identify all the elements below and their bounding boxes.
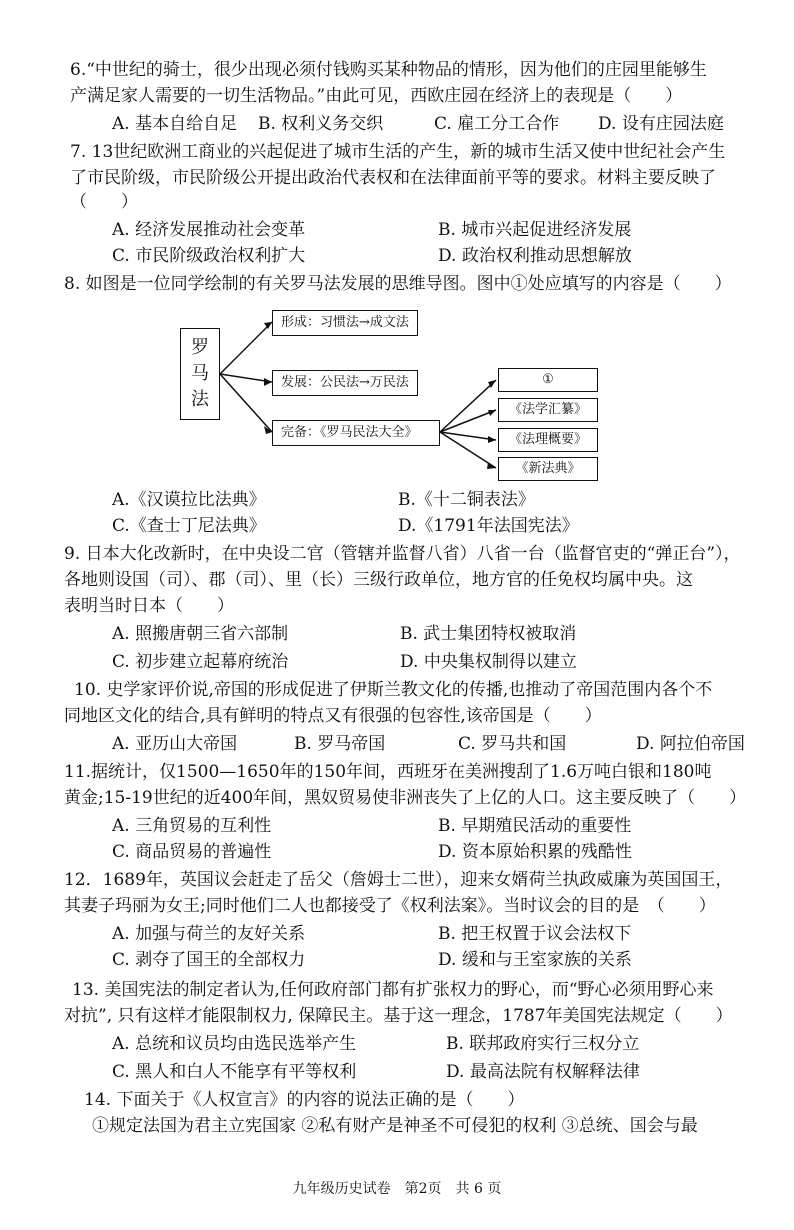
- q13-option-c: C. 黑人和白人不能享有平等权利: [112, 1062, 357, 1082]
- q11-option-d: D. 资本原始积累的残酷性: [438, 842, 632, 862]
- q11-stem-line1: 11.据统计，仅1500—1650年的150年间，西班牙在美洲搜刮了1.6万吨白银和180吨: [64, 762, 712, 782]
- node-development: 发展：公民法→万民法: [272, 370, 418, 396]
- q6-stem-line1: 6.“中世纪的骑士，很少出现必须付钱购买某种物品的情形，因为他们的庄园里能够生: [70, 60, 707, 80]
- leaf-digest: 《法学汇纂》: [498, 398, 598, 422]
- q6-option-d: D. 设有庄园法庭: [598, 114, 724, 134]
- roman-law-mind-map: [176, 302, 616, 482]
- q8-option-d: D.《1791年法国宪法》: [398, 516, 579, 536]
- q9-option-d: D. 中央集权制得以建立: [400, 652, 577, 672]
- q9-stem-line1: 9. 日本大化改新时，在中央设二官（管辖并监督八省）八省一台（监督官吏的“弹正台”），: [64, 544, 741, 564]
- q6-stem-line2: 产满足家人需要的一切生活物品。”由此可见，西欧庄园在经济上的表现是（ ）: [70, 86, 683, 106]
- root-char-2: 马: [191, 363, 209, 384]
- q12-option-d: D. 缓和与王室家族的关系: [438, 950, 632, 970]
- q8-option-b: B.《十二铜表法》: [398, 490, 535, 510]
- q10-option-a: A. 亚历山大帝国: [112, 734, 238, 754]
- q9-stem-line3: 表明当时日本（ ）: [64, 596, 234, 616]
- q14-stem-line1: 14. 下面关于《人权宣言》的内容的说法正确的是（ ）: [84, 1090, 525, 1110]
- q11-option-a: A. 三角贸易的互利性: [112, 816, 272, 836]
- q9-option-b: B. 武士集团特权被取消: [400, 624, 577, 644]
- q10-stem-line1: 10. 史学家评价说,帝国的形成促进了伊斯兰教文化的传播,也推动了帝国范围内各个不: [74, 680, 713, 700]
- q9-option-a: A. 照搬唐朝三省六部制: [112, 624, 289, 644]
- q7-option-d: D. 政治权利推动思想解放: [438, 246, 632, 266]
- node-complete: 完备：《罗马民法大全》: [272, 420, 440, 446]
- q12-stem-line2: 其妻子玛丽为女王;同时他们二人也都接受了《权利法案》。当时议会的目的是 （ ）: [64, 896, 716, 916]
- q12-option-c: C. 剥夺了国王的全部权力: [112, 950, 306, 970]
- q10-option-b: B. 罗马帝国: [294, 734, 386, 754]
- q10-option-d: D. 阿拉伯帝国: [636, 734, 745, 754]
- q13-option-a: A. 总统和议员均由选民选举产生: [112, 1034, 357, 1054]
- leaf-institutes: 《法理概要》: [498, 428, 598, 452]
- q7-stem-line1: 7. 13世纪欧洲工商业的兴起促进了城市生活的产生，新的城市生活又使中世纪社会产生: [70, 142, 726, 162]
- q14-stem-line2: ①规定法国为君主立宪国家 ②私有财产是神圣不可侵犯的权利 ③总统、国会与最: [92, 1116, 698, 1136]
- q13-stem-line2: 对抗”, 只有这样才能限制权力, 保障民主。基于这一理念，1787年美国宪法规定（ ）: [64, 1006, 733, 1026]
- q6-option-a: A. 基本自给自足: [112, 114, 238, 134]
- q10-option-c: C. 罗马共和国: [458, 734, 567, 754]
- root-char-1: 罗: [191, 337, 209, 358]
- node-formation: 形成：习惯法→成文法: [272, 310, 418, 336]
- q11-option-b: B. 早期殖民活动的重要性: [438, 816, 632, 836]
- leaf-new-code: 《新法典》: [498, 457, 598, 481]
- q7-option-a: A. 经济发展推动社会变革: [112, 220, 306, 240]
- q8-option-c: C.《查士丁尼法典》: [112, 516, 266, 536]
- q12-option-a: A. 加强与荷兰的友好关系: [112, 924, 306, 944]
- q12-option-b: B. 把王权置于议会法权下: [438, 924, 632, 944]
- q6-option-b: B. 权利义务交织: [258, 114, 384, 134]
- q8-option-a: A.《汉谟拉比法典》: [112, 490, 266, 510]
- q13-stem-line1: 13. 美国宪法的制定者认为,任何政府部门都有扩张权力的野心，而“野心必须用野心来: [72, 980, 714, 1000]
- root-node-roman-law: [180, 328, 220, 420]
- q11-stem-line2: 黄金;15-19世纪的近400年间，黑奴贸易使非洲丧失了上亿的人口。这主要反映了（ ）: [64, 788, 747, 808]
- page-footer: 九年级历史试卷 第2页 共 6 页: [292, 1181, 502, 1197]
- leaf-blank-1: ①: [498, 368, 598, 392]
- q9-option-c: C. 初步建立起幕府统治: [112, 652, 289, 672]
- q11-option-c: C. 商品贸易的普遍性: [112, 842, 272, 862]
- q7-stem-line2: 了市民阶级，市民阶级公开提出政治代表权和在法律面前平等的要求。材料主要反映了: [70, 168, 716, 188]
- q6-option-c: C. 雇工分工合作: [434, 114, 560, 134]
- q10-stem-line2: 同地区文化的结合,具有鲜明的特点又有很强的包容性,该帝国是（ ）: [64, 706, 602, 726]
- q13-option-d: D. 最高法院有权解释法律: [446, 1062, 640, 1082]
- q8-stem-line1: 8. 如图是一位同学绘制的有关罗马法发展的思维导图。图中①处应填写的内容是（ ）: [64, 274, 732, 294]
- q12-stem-line1: 12．1689年，英国议会赶走了岳父（詹姆士二世），迎来女婿荷兰执政威廉为英国国王，: [64, 870, 733, 890]
- q7-stem-line3: （ ）: [70, 192, 138, 212]
- q13-option-b: B. 联邦政府实行三权分立: [446, 1034, 640, 1054]
- root-char-3: 法: [191, 389, 209, 410]
- q7-option-b: B. 城市兴起促进经济发展: [438, 220, 632, 240]
- q7-option-c: C. 市民阶级政治权利扩大: [112, 246, 306, 266]
- q9-stem-line2: 各地则设国（司）、郡（司）、里（长）三级行政单位，地方官的任免权均属中央。这: [64, 570, 693, 590]
